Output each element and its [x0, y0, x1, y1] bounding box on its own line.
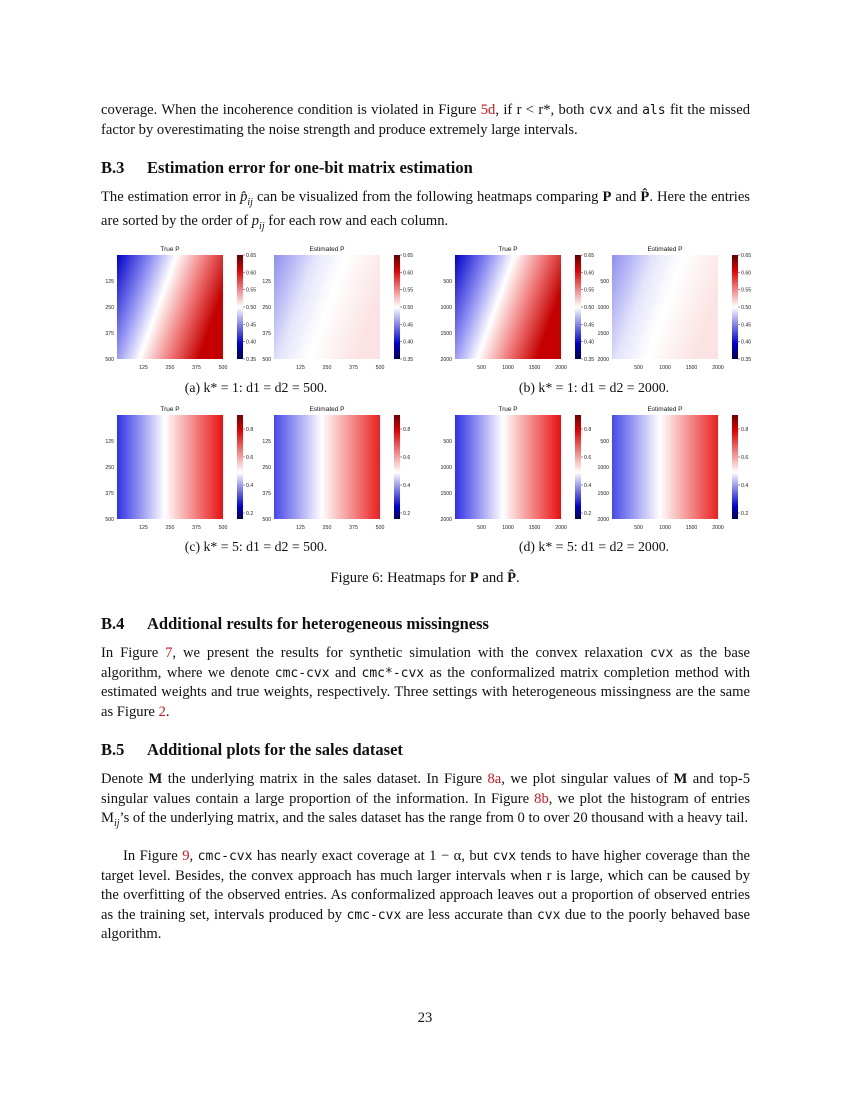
colorbar-label: 0.4	[246, 483, 254, 489]
y-tick-label: 375	[105, 491, 114, 497]
colorbar-label: 0.8	[403, 427, 411, 433]
code-cmc-cvx: cmc-cvx	[197, 849, 253, 864]
math-P: P	[602, 189, 612, 205]
text-span: The estimation error in	[101, 189, 241, 205]
code-cmc-star-cvx: cmc*-cvx	[361, 665, 425, 681]
text-span: fit the missed factor by overestimating the noise strength and produce extremely large intervals.	[101, 102, 750, 138]
heatmap	[455, 255, 561, 359]
x-tick-label: 2000	[712, 525, 724, 531]
section-heading-b5	[101, 740, 403, 760]
page-number: 23	[417, 1010, 433, 1026]
x-tick-label: 1000	[659, 365, 671, 371]
colorbar-label: 0.4	[741, 483, 749, 489]
colorbar-label: 0.45	[403, 322, 414, 329]
text-span: has nearly exact coverage at 1 − α, but	[252, 848, 493, 864]
colorbar-label: 0.6	[246, 455, 254, 461]
colorbar-label: 0.60	[584, 270, 595, 277]
x-tick-label: 375	[192, 365, 201, 371]
colorbar-label: 0.35	[403, 357, 414, 363]
heatmap-title: True P	[498, 406, 518, 413]
x-tick-label: 250	[322, 365, 332, 371]
code-als: als	[642, 103, 666, 118]
x-tick-label: 2000	[555, 365, 567, 371]
y-tick-label: 500	[105, 357, 114, 363]
x-tick-label: 1500	[685, 365, 698, 371]
x-tick-label: 125	[139, 525, 148, 531]
colorbar-label: 0.6	[741, 455, 749, 461]
y-tick-label: 125	[262, 439, 271, 445]
y-tick-label: 500	[600, 279, 609, 285]
colorbar-label: 0.50	[584, 305, 595, 311]
heatmap-title: Estimated P	[647, 406, 683, 413]
text-span: and	[611, 189, 641, 205]
x-tick-label: 250	[165, 365, 175, 371]
section-number: B.5	[101, 740, 125, 759]
colorbar-label: 0.65	[741, 253, 752, 259]
y-tick-label: 1500	[440, 491, 452, 497]
section-number: B.4	[101, 614, 125, 633]
x-tick-label: 250	[322, 525, 332, 531]
text-span: , we present the results for synthetic simulation with the convex relaxation	[172, 645, 650, 661]
x-tick-label: 125	[296, 525, 305, 531]
section-heading-b3	[101, 158, 473, 178]
intro-paragraph	[101, 101, 750, 140]
figure-ref-8a[interactable]: 8a	[487, 771, 502, 787]
figure-ref-9[interactable]: 9	[182, 848, 190, 864]
b5-paragraph-1	[101, 770, 750, 833]
colorbar	[237, 255, 243, 359]
text-span: for each row and each column.	[264, 213, 449, 230]
colorbar	[394, 255, 400, 359]
colorbar-label: 0.4	[584, 483, 592, 489]
colorbar-label: 0.55	[741, 287, 752, 294]
section-title: Estimation error for one-bit matrix estimation	[147, 158, 473, 177]
text-span: as the base algorithm, where we denote	[101, 645, 750, 681]
y-tick-label: 375	[262, 491, 271, 497]
heatmap	[455, 415, 561, 519]
text-span: In Figure	[123, 848, 183, 864]
colorbar-label: 0.2	[584, 511, 592, 517]
colorbar-label: 0.60	[741, 270, 752, 277]
section-heading-b4	[101, 614, 489, 634]
y-tick-label: 250	[105, 305, 114, 311]
heatmap-title: Estimated P	[309, 406, 345, 413]
y-tick-label: 375	[105, 331, 114, 337]
code-cvx: cvx	[588, 103, 613, 118]
colorbar-label: 0.65	[584, 253, 595, 259]
heatmap	[612, 415, 718, 519]
y-tick-label: 250	[105, 465, 114, 471]
x-tick-label: 500	[218, 365, 228, 371]
heatmap	[274, 255, 380, 359]
y-tick-label: 1000	[440, 465, 452, 471]
code-cmc-cvx: cmc-cvx	[274, 665, 330, 681]
code-cmc-cvx: cmc-cvx	[346, 907, 402, 923]
x-tick-label: 1000	[659, 525, 671, 531]
math-p: p	[251, 213, 260, 230]
colorbar	[732, 415, 738, 519]
text-span: In Figure	[101, 645, 166, 661]
y-tick-label: 375	[262, 331, 271, 337]
text-span: and	[478, 570, 508, 586]
text-span: can be visualized from the following heatmaps comparing	[252, 189, 603, 205]
colorbar-label: 0.40	[584, 339, 595, 346]
text-span: , if r < r*, both	[495, 102, 589, 118]
y-tick-label: 1000	[597, 465, 609, 471]
colorbar-label: 0.50	[403, 305, 414, 311]
math-P-hat: P̂	[507, 570, 516, 586]
y-tick-label: 1000	[597, 305, 609, 311]
y-tick-label: 2000	[597, 357, 609, 363]
math-p-hat: p̂	[240, 189, 248, 205]
code-cvx: cvx	[536, 907, 561, 923]
section-number: B.3	[101, 158, 125, 177]
y-tick-label: 1500	[597, 491, 609, 497]
colorbar-label: 0.60	[403, 270, 414, 277]
b5-paragraph-2	[101, 847, 750, 945]
math-P: P	[469, 570, 479, 586]
math-M: M	[673, 771, 688, 787]
y-tick-label: 1000	[440, 305, 452, 311]
y-tick-label: 500	[262, 357, 271, 363]
x-tick-label: 375	[349, 365, 358, 371]
text-span: are less accurate than	[401, 906, 537, 923]
figure-ref-5d[interactable]: 5d	[480, 102, 496, 118]
heatmap	[612, 255, 718, 359]
b3-paragraph	[101, 188, 750, 237]
colorbar-label: 0.40	[741, 339, 752, 346]
y-tick-label: 125	[105, 439, 114, 445]
colorbar-label: 0.65	[403, 253, 414, 259]
x-tick-label: 500	[477, 365, 486, 371]
colorbar-label: 0.45	[246, 322, 257, 329]
heatmap-title: Estimated P	[647, 246, 683, 253]
section-title: Additional results for heterogeneous missingness	[147, 614, 489, 633]
colorbar-label: 0.50	[246, 305, 257, 311]
colorbar-label: 0.6	[403, 455, 411, 461]
x-tick-label: 125	[139, 365, 148, 371]
colorbar-label: 0.4	[403, 483, 411, 489]
math-subscript: ij	[259, 221, 265, 233]
colorbar-label: 0.55	[584, 287, 595, 294]
text-span: as the conformalized matrix completion method with estimated weights and true weights, respectively. Three settings with heterogeneous missingness are the same as Figure	[101, 664, 750, 720]
math-P-hat: P̂	[640, 189, 650, 205]
code-cvx: cvx	[492, 849, 517, 864]
colorbar	[394, 415, 400, 519]
colorbar-label: 0.55	[403, 287, 414, 294]
code-cvx: cvx	[649, 646, 674, 661]
colorbar-label: 0.50	[741, 305, 752, 311]
colorbar-label: 0.35	[246, 357, 257, 363]
x-tick-label: 125	[296, 365, 305, 371]
x-tick-label: 2000	[712, 365, 724, 371]
y-tick-label: 1500	[440, 331, 452, 337]
x-tick-label: 1500	[528, 365, 541, 371]
colorbar-label: 0.6	[584, 455, 592, 461]
colorbar-label: 0.35	[741, 357, 752, 363]
text-span: .	[165, 703, 170, 720]
colorbar-label: 0.45	[584, 322, 595, 329]
figure-ref-8b[interactable]: 8b	[534, 790, 549, 807]
colorbar-label: 0.2	[403, 511, 411, 517]
text-span: tends to have higher coverage than the target level. Besides, the convex approach has much larger intervals when r is large, which can be caused by the overfitting of the observed entries. As conformalized approach leaves out a proportion of observed entries as the training set, intervals produced by	[101, 848, 750, 923]
y-tick-label: 2000	[597, 517, 609, 523]
figure-ref-2[interactable]: 2	[158, 703, 166, 720]
figure-6-caption	[0, 570, 850, 587]
y-tick-label: 500	[105, 517, 114, 523]
y-tick-label: 500	[443, 279, 452, 285]
heatmap	[117, 415, 223, 519]
x-tick-label: 500	[375, 525, 385, 531]
colorbar	[575, 415, 581, 519]
text-span: Denote	[101, 771, 149, 787]
text-span: . Here the entries are sorted by the order of	[101, 189, 750, 230]
colorbar-label: 0.8	[246, 427, 254, 433]
y-tick-label: 500	[443, 439, 452, 445]
text-span: .	[515, 570, 520, 586]
b4-paragraph	[101, 644, 750, 722]
colorbar-label: 0.40	[403, 339, 414, 346]
x-tick-label: 1500	[528, 525, 541, 531]
text-span: ,	[189, 848, 198, 864]
section-title: Additional plots for the sales dataset	[147, 740, 403, 759]
colorbar	[237, 415, 243, 519]
heatmap-title: True P	[498, 246, 518, 253]
x-tick-label: 2000	[555, 525, 567, 531]
colorbar-label: 0.65	[246, 253, 257, 259]
y-tick-label: 125	[105, 279, 114, 285]
x-tick-label: 500	[477, 525, 486, 531]
text-span: and	[329, 664, 362, 681]
math-subscript: ij	[113, 817, 120, 829]
x-tick-label: 1000	[502, 525, 514, 531]
text-span: the underlying matrix in the sales dataset. In Figure	[162, 771, 488, 787]
y-tick-label: 125	[262, 279, 271, 285]
colorbar-label: 0.40	[246, 339, 257, 346]
colorbar-label: 0.35	[584, 357, 595, 363]
y-tick-label: 2000	[440, 517, 452, 523]
text-span: coverage. When the incoherence condition is violated in Figure	[101, 102, 481, 118]
math-subscript: ij	[247, 196, 253, 208]
x-tick-label: 250	[165, 525, 175, 531]
colorbar	[732, 255, 738, 359]
text-span: , we plot singular values of	[501, 771, 674, 787]
colorbar-label: 0.2	[741, 511, 749, 517]
heatmap	[274, 415, 380, 519]
y-tick-label: 500	[262, 517, 271, 523]
y-tick-label: 250	[262, 305, 271, 311]
subcaption-c: (c) k* = 5: d1 = d2 = 500.	[184, 539, 328, 554]
heatmap-title: True P	[160, 246, 180, 253]
math-M: M	[148, 771, 163, 787]
y-tick-label: 2000	[440, 357, 452, 363]
colorbar	[575, 255, 581, 359]
x-tick-label: 500	[375, 365, 385, 371]
text-span: and top-5 singular values contain a large proportion of the information. In Figure	[101, 771, 750, 807]
y-tick-label: 250	[262, 465, 271, 471]
figure-ref-7[interactable]: 7	[165, 645, 173, 661]
colorbar-label: 0.45	[741, 322, 752, 329]
heatmap	[117, 255, 223, 359]
x-tick-label: 500	[634, 525, 643, 531]
colorbar-label: 0.60	[246, 270, 257, 277]
x-tick-label: 1000	[502, 365, 514, 371]
y-tick-label: 500	[600, 439, 609, 445]
x-tick-label: 375	[349, 525, 358, 531]
x-tick-label: 500	[634, 365, 643, 371]
text-span: due to the poorly behaved base algorithm.	[101, 906, 751, 942]
text-span: ’s of the underlying matrix, and the sales dataset has the range from 0 to over 20 thousand with a heavy tail.	[119, 810, 749, 826]
colorbar-label: 0.2	[246, 511, 254, 517]
colorbar-label: 0.55	[246, 287, 257, 294]
colorbar-label: 0.8	[741, 427, 749, 433]
text-span: and	[612, 102, 643, 118]
subcaption-a: (a) k* = 1: d1 = d2 = 500.	[184, 380, 328, 395]
heatmap-title: True P	[160, 406, 180, 413]
subcaption-d: (d) k* = 5: d1 = d2 = 2000.	[518, 539, 670, 554]
colorbar-label: 0.8	[584, 427, 592, 433]
y-tick-label: 1500	[597, 331, 609, 337]
x-tick-label: 500	[218, 525, 228, 531]
text-span: Figure 6: Heatmaps for	[330, 570, 470, 586]
x-tick-label: 1500	[685, 525, 698, 531]
subcaption-b: (b) k* = 1: d1 = d2 = 2000.	[518, 380, 670, 395]
x-tick-label: 375	[192, 525, 201, 531]
text-span: , we plot the histogram of entries M	[101, 790, 751, 826]
heatmap-title: Estimated P	[309, 246, 345, 253]
